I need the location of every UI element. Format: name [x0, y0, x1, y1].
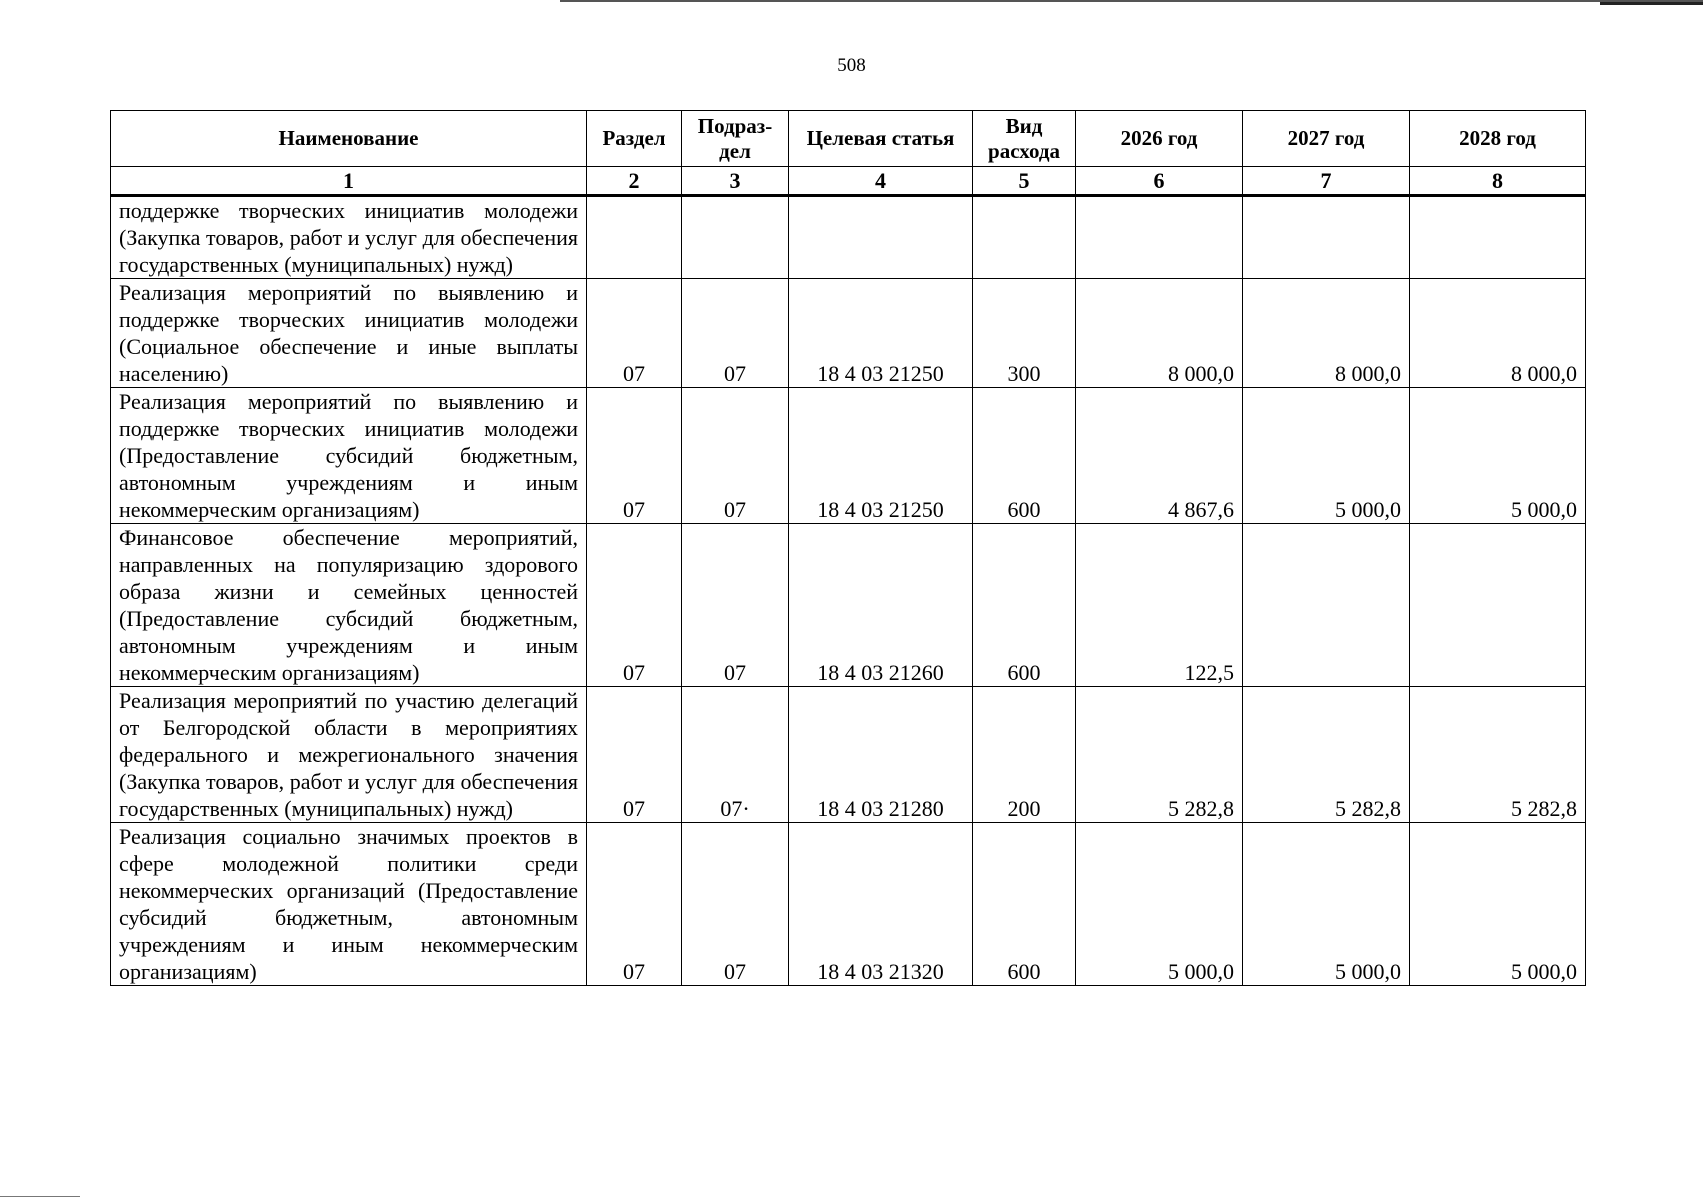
- row-statya: 18 4 03 21260: [789, 524, 973, 687]
- row-2027: 8 000,0: [1243, 279, 1410, 388]
- row-2027: [1243, 196, 1410, 279]
- header-statya: Целевая статья: [789, 111, 973, 167]
- column-number: 7: [1243, 167, 1410, 196]
- header-2027: 2027 год: [1243, 111, 1410, 167]
- row-name: поддержке творческих инициатив молодежи (Закупка товаров, работ и услуг для обеспечения государственных (муниципальных) нужд): [111, 196, 587, 279]
- row-podrazdel: [682, 196, 789, 279]
- header-razdel: Раздел: [587, 111, 682, 167]
- row-razdel: 07: [587, 279, 682, 388]
- table-row: [111, 279, 1586, 388]
- row-2026: 122,5: [1076, 524, 1243, 687]
- row-razdel: [587, 196, 682, 279]
- row-statya: 18 4 03 21250: [789, 388, 973, 524]
- row-2027: 5 000,0: [1243, 388, 1410, 524]
- column-number: 4: [789, 167, 973, 196]
- header-podrazdel: Подраз-дел: [682, 111, 789, 167]
- row-2027: 5 282,8: [1243, 687, 1410, 823]
- row-2028: [1410, 524, 1586, 687]
- table-row: [111, 823, 1586, 986]
- scan-edge-mark: [1600, 2, 1703, 5]
- row-statya: [789, 196, 973, 279]
- row-vid: 600: [973, 388, 1076, 524]
- row-name: Реализация мероприятий по участию делегаций от Белгородской области в мероприятиях федерального и межрегионального значения (Закупка товаров, работ и услуг для обеспечения государственных (муниципальных) нужд): [111, 687, 587, 823]
- row-2027: 5 000,0: [1243, 823, 1410, 986]
- row-vid: 600: [973, 524, 1076, 687]
- table-row: [111, 524, 1586, 687]
- row-statya: 18 4 03 21250: [789, 279, 973, 388]
- column-number: 8: [1410, 167, 1586, 196]
- row-razdel: 07: [587, 687, 682, 823]
- row-2026: [1076, 196, 1243, 279]
- row-podrazdel: 07: [682, 823, 789, 986]
- row-name: Финансовое обеспечение мероприятий, направленных на популяризацию здорового образа жизни и семейных ценностей (Предоставление субсидий бюджетным, автономным учреждениям и иным некоммерческим организациям): [111, 524, 587, 687]
- row-2027: [1243, 524, 1410, 687]
- column-number: 5: [973, 167, 1076, 196]
- row-2028: 5 282,8: [1410, 687, 1586, 823]
- row-2026: 5 000,0: [1076, 823, 1243, 986]
- row-2028: 5 000,0: [1410, 388, 1586, 524]
- header-name: Наименование: [111, 111, 587, 167]
- row-vid: 600: [973, 823, 1076, 986]
- header-2028: 2028 год: [1410, 111, 1586, 167]
- row-razdel: 07: [587, 388, 682, 524]
- row-2026: 5 282,8: [1076, 687, 1243, 823]
- row-razdel: 07: [587, 524, 682, 687]
- column-number: 1: [111, 167, 587, 196]
- row-podrazdel: 07·: [682, 687, 789, 823]
- column-number: 3: [682, 167, 789, 196]
- table-row: [111, 687, 1586, 823]
- page-number: 508: [837, 55, 866, 76]
- column-number: 2: [587, 167, 682, 196]
- header-2026: 2026 год: [1076, 111, 1243, 167]
- row-2028: 5 000,0: [1410, 823, 1586, 986]
- table-row: [111, 196, 1586, 279]
- scan-edge-line: [560, 0, 1703, 2]
- column-number-row: [111, 167, 1586, 196]
- row-2026: 4 867,6: [1076, 388, 1243, 524]
- row-name: Реализация социально значимых проектов в сфере молодежной политики среди некоммерческих организаций (Предоставление субсидий бюджетным, автономным учреждениям и иным некоммерческим организациям): [111, 823, 587, 986]
- budget-table: [110, 110, 1586, 986]
- scan-edge-line-bottom: [0, 1196, 80, 1197]
- row-2026: 8 000,0: [1076, 279, 1243, 388]
- row-name: Реализация мероприятий по выявлению и поддержке творческих инициатив молодежи (Предоставление субсидий бюджетным, автономным учреждениям и иным некоммерческим организациям): [111, 388, 587, 524]
- row-2028: 8 000,0: [1410, 279, 1586, 388]
- row-vid: [973, 196, 1076, 279]
- row-statya: 18 4 03 21320: [789, 823, 973, 986]
- row-2028: [1410, 196, 1586, 279]
- header-row: [111, 111, 1586, 167]
- row-name: Реализация мероприятий по выявлению и поддержке творческих инициатив молодежи (Социальное обеспечение и иные выплаты населению): [111, 279, 587, 388]
- row-podrazdel: 07: [682, 524, 789, 687]
- header-vid: Вид расхода: [973, 111, 1076, 167]
- row-podrazdel: 07: [682, 279, 789, 388]
- column-number: 6: [1076, 167, 1243, 196]
- row-podrazdel: 07: [682, 388, 789, 524]
- row-statya: 18 4 03 21280: [789, 687, 973, 823]
- row-vid: 200: [973, 687, 1076, 823]
- row-razdel: 07: [587, 823, 682, 986]
- table-row: [111, 388, 1586, 524]
- row-vid: 300: [973, 279, 1076, 388]
